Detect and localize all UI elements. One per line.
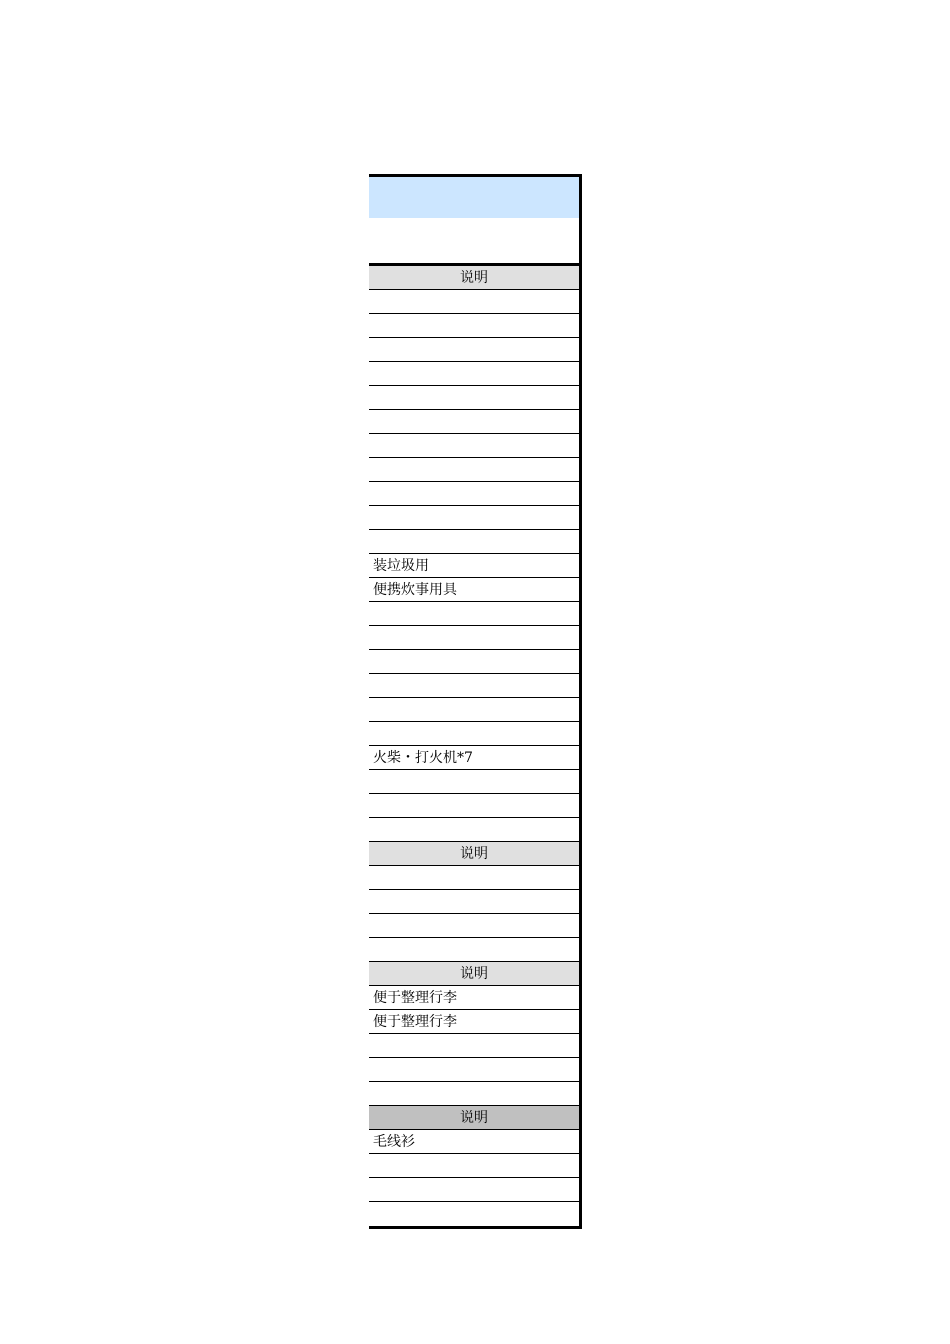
packing-list-sheet xyxy=(369,174,582,1229)
table-row[interactable] xyxy=(369,530,579,554)
table-row[interactable] xyxy=(369,338,579,362)
title-banner xyxy=(369,177,579,218)
table-row[interactable] xyxy=(369,434,579,458)
table-row[interactable] xyxy=(369,482,579,506)
section-header: 说明 xyxy=(369,266,579,290)
table-row[interactable] xyxy=(369,650,579,674)
table-row[interactable] xyxy=(369,866,579,890)
table-row[interactable] xyxy=(369,674,579,698)
table-row[interactable] xyxy=(369,818,579,842)
table-row[interactable] xyxy=(369,1034,579,1058)
table-row[interactable] xyxy=(369,722,579,746)
table-row[interactable]: 便于整理行李 xyxy=(369,986,579,1010)
table-row[interactable] xyxy=(369,314,579,338)
section-header: 说明 xyxy=(369,962,579,986)
table-row[interactable] xyxy=(369,386,579,410)
table-row[interactable] xyxy=(369,938,579,962)
table-row[interactable] xyxy=(369,290,579,314)
table-row[interactable] xyxy=(369,410,579,434)
table-row[interactable] xyxy=(369,770,579,794)
table-row[interactable] xyxy=(369,458,579,482)
table-row[interactable] xyxy=(369,602,579,626)
table-row[interactable] xyxy=(369,506,579,530)
table-row[interactable] xyxy=(369,698,579,722)
table-row[interactable] xyxy=(369,1058,579,1082)
table-row[interactable] xyxy=(369,914,579,938)
table-row[interactable]: 便于整理行李 xyxy=(369,1010,579,1034)
table-row[interactable] xyxy=(369,362,579,386)
sections-container xyxy=(369,266,579,1226)
section-header: 说明 xyxy=(369,842,579,866)
table-row[interactable]: 火柴・打火机*7 xyxy=(369,746,579,770)
table-row[interactable]: 毛线衫 xyxy=(369,1130,579,1154)
table-row[interactable] xyxy=(369,890,579,914)
subtitle-band xyxy=(369,218,579,266)
table-row[interactable] xyxy=(369,1178,579,1202)
table-row[interactable] xyxy=(369,1154,579,1178)
table-row[interactable] xyxy=(369,1202,579,1226)
table-row[interactable] xyxy=(369,794,579,818)
table-row[interactable] xyxy=(369,1082,579,1106)
table-row[interactable] xyxy=(369,626,579,650)
table-row[interactable]: 便携炊事用具 xyxy=(369,578,579,602)
table-row[interactable]: 装垃圾用 xyxy=(369,554,579,578)
section-header: 说明 xyxy=(369,1106,579,1130)
